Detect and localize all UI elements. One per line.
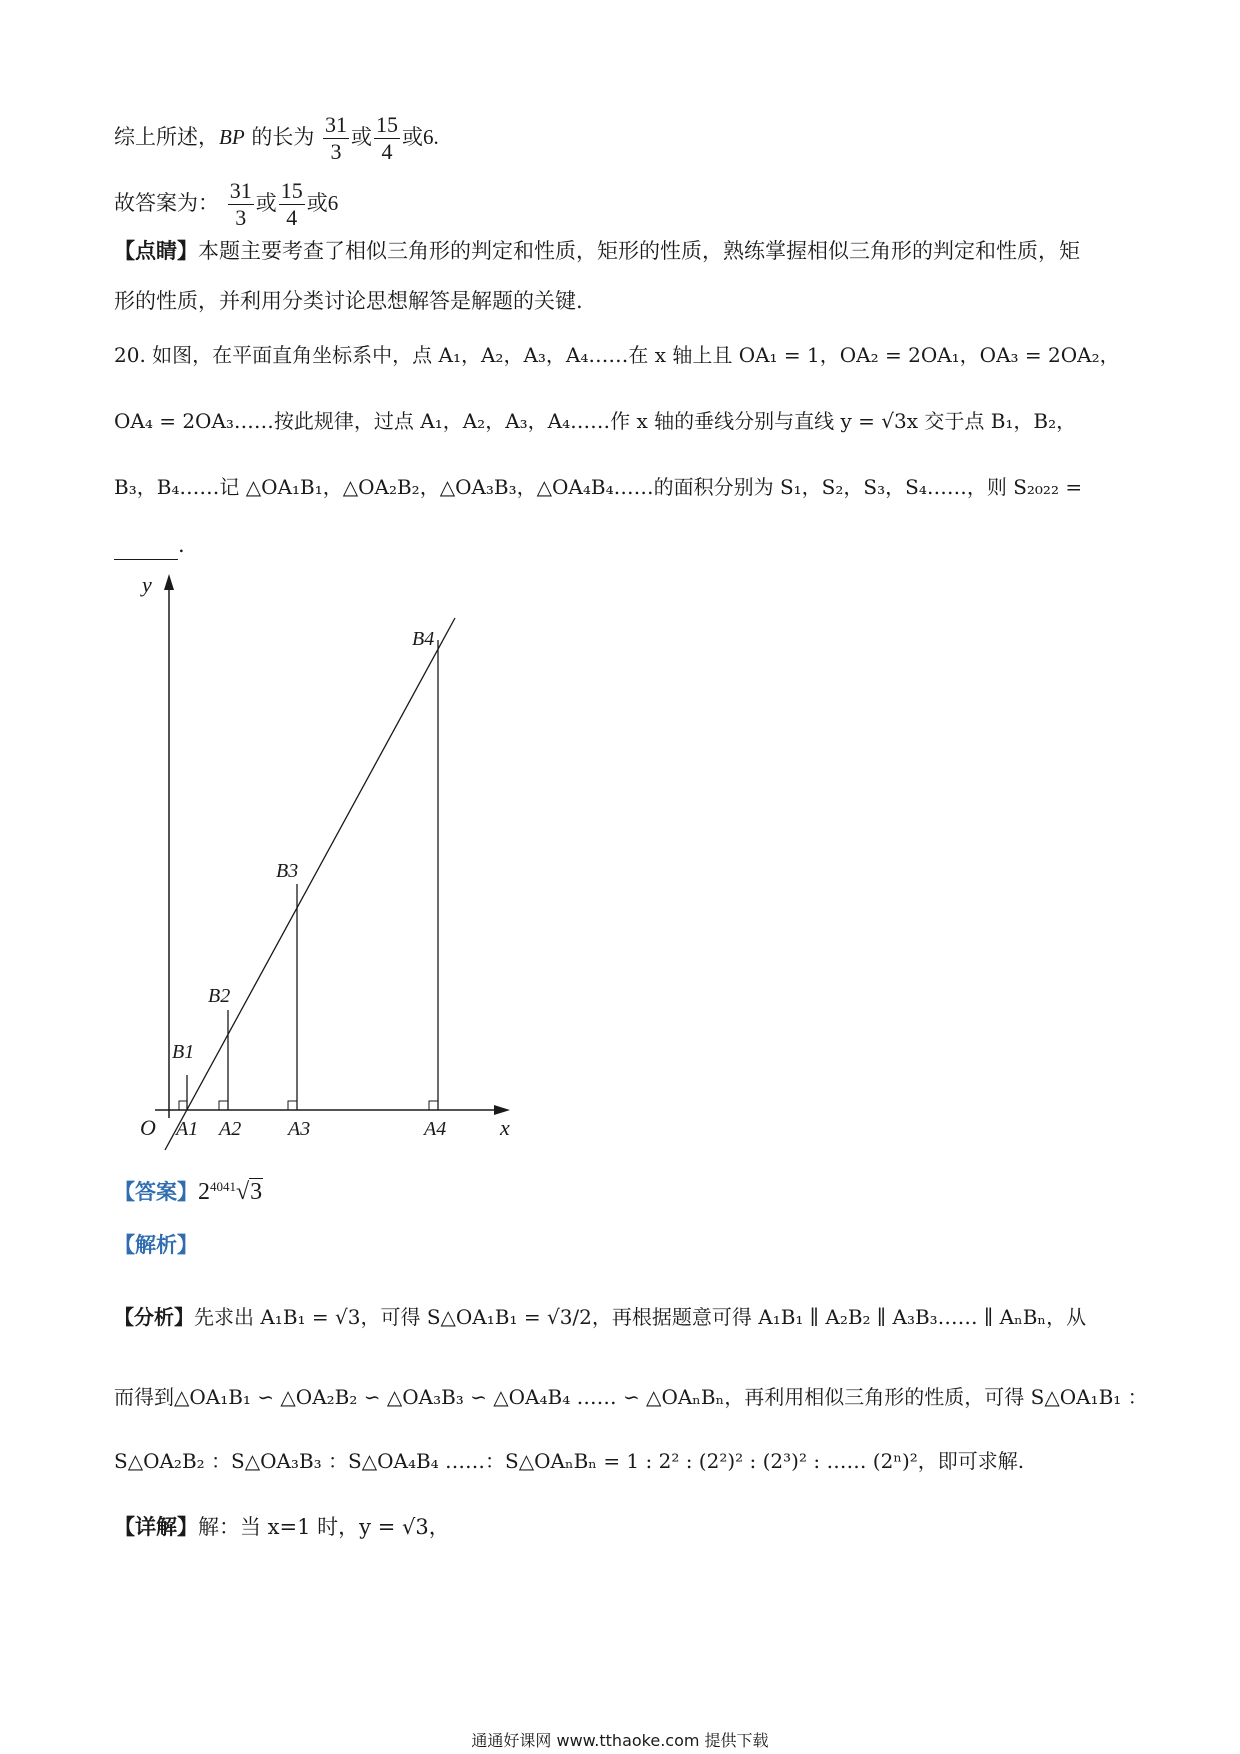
summary-line: 综上所述，BP 的长为 $\frac{31}{3}$ 或 $\frac{15}{4}$ 或6.: [114, 112, 439, 164]
answer-tag: 【答案】: [114, 1179, 198, 1204]
label-B2: B2: [208, 985, 231, 1007]
analysis-header: 【解析】: [114, 1232, 198, 1257]
answer-line: 故答案为： $\frac{31}{3}$ 或 $\frac{15}{4}$ 或6: [114, 178, 339, 230]
problem-20-line-3: B₃，B₄……记 △OA₁B₁，△OA₂B₂，△OA₃B₃，△OA₄B₄……的面积分别为 S₁，S₂，S₃，S₄……，则 S₂₀₂₂ =: [114, 475, 1083, 499]
y-axis-label: y: [142, 572, 152, 597]
fenxi-line-1: 【分析】先求出 A₁B₁ = √3，可得 S△OA₁B₁ = √3/2，再根据题意可得 A₁B₁ ∥ A₂B₂ ∥ A₃B₃…… ∥ AₙBₙ，从: [114, 1305, 1087, 1329]
x-axis-label: x: [500, 1115, 510, 1140]
fenxi-line-2: 而得到△OA₁B₁ ∽ △OA₂B₂ ∽ △OA₃B₃ ∽ △OA₄B₄ …… ∽ △OAₙBₙ，再利用相似三角形的性质，可得 S△OA₁B₁ ：: [114, 1385, 1148, 1409]
problem-20-line-1: 20. 如图，在平面直角坐标系中，点 A₁，A₂，A₃，A₄……在 x 轴上且 OA₁ = 1，OA₂ = 2OA₁，OA₃ = 2OA₂，: [114, 343, 1120, 367]
right-angle-mark-A2: [219, 1101, 228, 1110]
label-A4: A4: [424, 1118, 447, 1140]
detail-line: 【详解】解：当 x=1 时，y = √3，: [114, 1514, 450, 1539]
label-A3: A3: [288, 1118, 311, 1140]
answer-section: 【答案】$2^{4041}√3$: [114, 1179, 263, 1205]
sqrt-3: √3: [236, 1179, 263, 1205]
fraction-31-3: $\frac{31}{3}$: [325, 112, 348, 164]
comment-line-1: 【点睛】本题主要考查了相似三角形的判定和性质，矩形的性质，熟练掌握相似三角形的判定和性质，矩: [114, 238, 1080, 263]
comment-tag: 【点睛】: [114, 238, 198, 263]
fraction-31-3: $\frac{31}{3}$: [229, 178, 252, 230]
origin-label: O: [140, 1115, 156, 1140]
fenxi-line-3: S△OA₂B₂ ：S△OA₃B₃ ：S△OA₄B₄ ……：S△OAₙBₙ = 1 : 2² : (2²)² : (2³)² : …… (2ⁿ)²，即可求解.: [114, 1449, 1025, 1473]
label-A1: A1: [176, 1118, 199, 1140]
label-B1: B1: [172, 1041, 195, 1063]
right-angle-mark-A1: [179, 1101, 187, 1110]
problem-20-line-2: OA₄ = 2OA₃……按此规律，过点 A₁，A₂，A₃，A₄……作 x 轴的垂线分别与直线 y = √3x 交于点 B₁，B₂，: [114, 409, 1077, 433]
page-footer: 通通好课网 www.tthaoke.com 提供下载: [471, 1731, 769, 1750]
right-angle-mark-A3: [288, 1101, 297, 1110]
y-axis-arrow: [164, 574, 174, 590]
fraction-15-4: $\frac{15}{4}$: [280, 178, 303, 230]
problem-20-line-4: .: [114, 530, 185, 560]
label-B4: B4: [412, 628, 435, 650]
x-axis-arrow: [494, 1105, 510, 1115]
label-B3: B3: [276, 860, 299, 882]
right-angle-mark-A4: [429, 1101, 438, 1110]
detail-tag: 【详解】: [114, 1514, 198, 1539]
fraction-15-4: $\frac{15}{4}$: [376, 112, 399, 164]
line-y-sqrt3x: [165, 618, 455, 1150]
fenxi-tag: 【分析】: [114, 1305, 194, 1329]
comment-line-2: 形的性质，并利用分类讨论思想解答是解题的关键.: [114, 289, 583, 313]
label-A2: A2: [219, 1118, 242, 1140]
